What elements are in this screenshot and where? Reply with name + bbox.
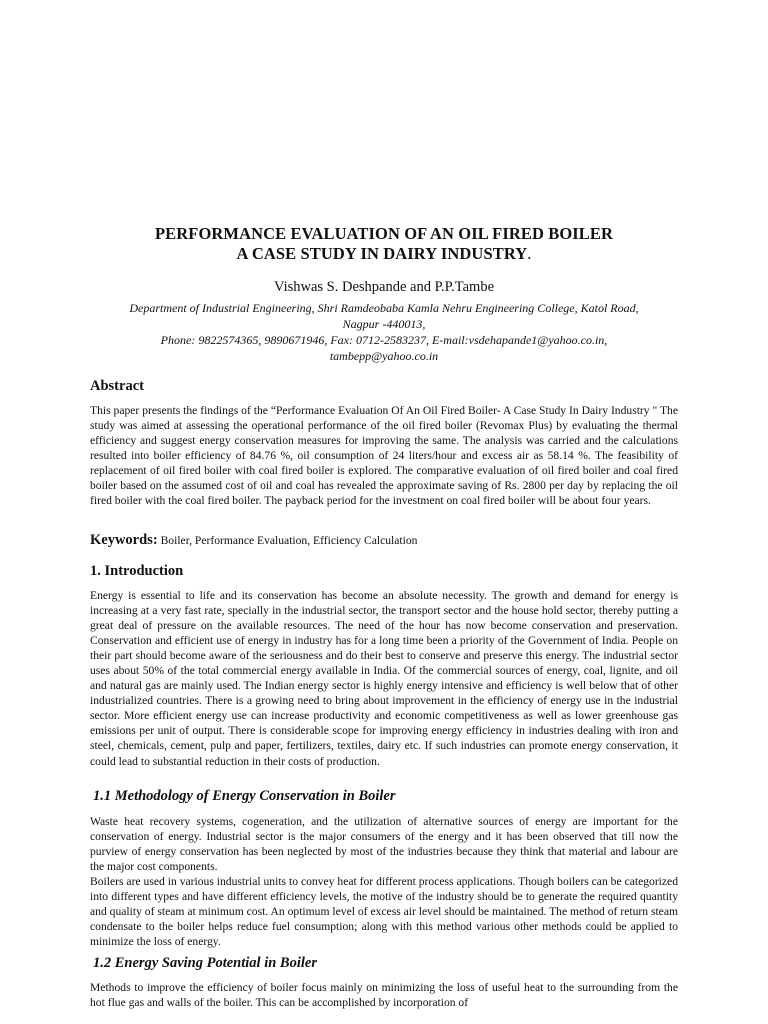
affiliation-line: Department of Industrial Engineering, Shri Ramdeobaba Kamla Nehru Engineering College, Katol Road, [129,301,639,315]
section-1-1-paragraph-1: Waste heat recovery systems, cogeneration, and the utilization of alternative sources of energy are important for the conservation of energy. Industrial sector is the major consumers of the energy and it has been observed that till now the purview of energy conservation has been neglected by most of the industries because they think that material and labour are the major cost components. [90,815,678,874]
section-1-1-paragraph-2: Boilers are used in various industrial units to convey heat for different process applications. Though boilers can be categorized into different types and have different efficiency levels, the motive of the industry should be to generate the required quantity and quality of steam at minimum cost. An optimum level of excess air level should be maintained. The method of return steam condensate to the boiler helps reduce fuel consumption; along with this method various other methods could be applied to minimize the loss of energy. [90,875,678,949]
section-1-2-heading: 1.2 Energy Saving Potential in Boiler [93,955,317,971]
keywords-text: Boiler, Performance Evaluation, Efficiency Calculation [157,534,418,547]
section-1-1-heading: 1.1 Methodology of Energy Conservation in Boiler [93,788,396,804]
introduction-paragraph: Energy is essential to life and its conservation has become an absolute necessity. The growth and demand for energy is increasing at a very fast rate, specially in the industrial sector, the transport sector and the house hold sector, thereby putting a great deal of pressure on the available resources. The need of the hour has now become conservation and preservation. Conservation and efficient use of energy in industry has for a long time been a priority of the Government of India. People on their part should become aware of the seriousness and do their best to conserve and preserve this energy. The industrial sector uses about 50% of the total commercial energy available in India. Of the commercial sources of energy, coal, lignite, and oil and natural gas are mainly used. The Indian energy sector is highly energy intensive and efficiency is well below that of other industrialized countries. There is a growing need to bring about improvement in the efficiency of energy use in the industrial sector. More efficient energy use can increase productivity and economic competitiveness as well as lower greenhouse gas emissions per unit of output. There is considerable scope for improving energy efficiency in industries dealing with iron and steel, chemicals, cement, pulp and paper, fertilizers, textiles, dairy etc. If such industries can promote energy conservation, it could lead to substantial reduction in their costs of production. [90,589,678,768]
paper-title-period: . [527,244,532,263]
introduction-heading: 1. Introduction [90,563,184,579]
affiliation-line: tambepp@yahoo.co.in [329,349,439,363]
paper-authors: Vishwas S. Deshpande and P.P.Tambe [273,279,495,295]
section-1-2-paragraph: Methods to improve the efficiency of boiler focus mainly on minimizing the loss of useful heat to the surrounding from the hot flue gas and walls of the boiler. This can be accomplished by incorporation of [90,981,678,1010]
abstract-heading: Abstract [90,378,144,394]
keywords-line [90,531,417,550]
abstract-paragraph: This paper presents the findings of the “Performance Evaluation Of An Oil Fired Boiler- A Case Study In Dairy Industry " The study was aimed at assessing the operational performance of the oil fired boiler (Revomax Plus) by evaluating the thermal efficiency and suggest energy conservation measures for improving the same. The analysis was carried and the calculations resulted into boiler efficiency of 84.76 %, oil consumption of 24 liters/hour and excess air as 58.14 %. The feasibility of replacement of oil fired boiler with coal fired boiler is explored. The comparative evaluation of oil fired boiler and coal fired boiler based on the assumed cost of oil and coal has revealed the approximate saving of Rs. 2800 per day by replacing the oil fired boiler with the coal fired boiler. The payback period for the investment on coal fired boiler will be about four years. [90,404,678,508]
author-affiliation [100,300,668,364]
affiliation-line: Phone: 9822574365, 9890671946, Fax: 0712-2583237, E-mail:vsdehapande1@yahoo.co.in, [160,333,608,347]
paper-title-line1: PERFORMANCE EVALUATION OF AN OIL FIRED BOILER [155,224,613,243]
keywords-label: Keywords: [90,532,158,548]
paper-title-line2-text: A CASE STUDY IN DAIRY INDUSTRY [236,244,528,263]
paper-title-line2 [0,244,768,264]
affiliation-line: Nagpur -440013, [342,317,426,331]
